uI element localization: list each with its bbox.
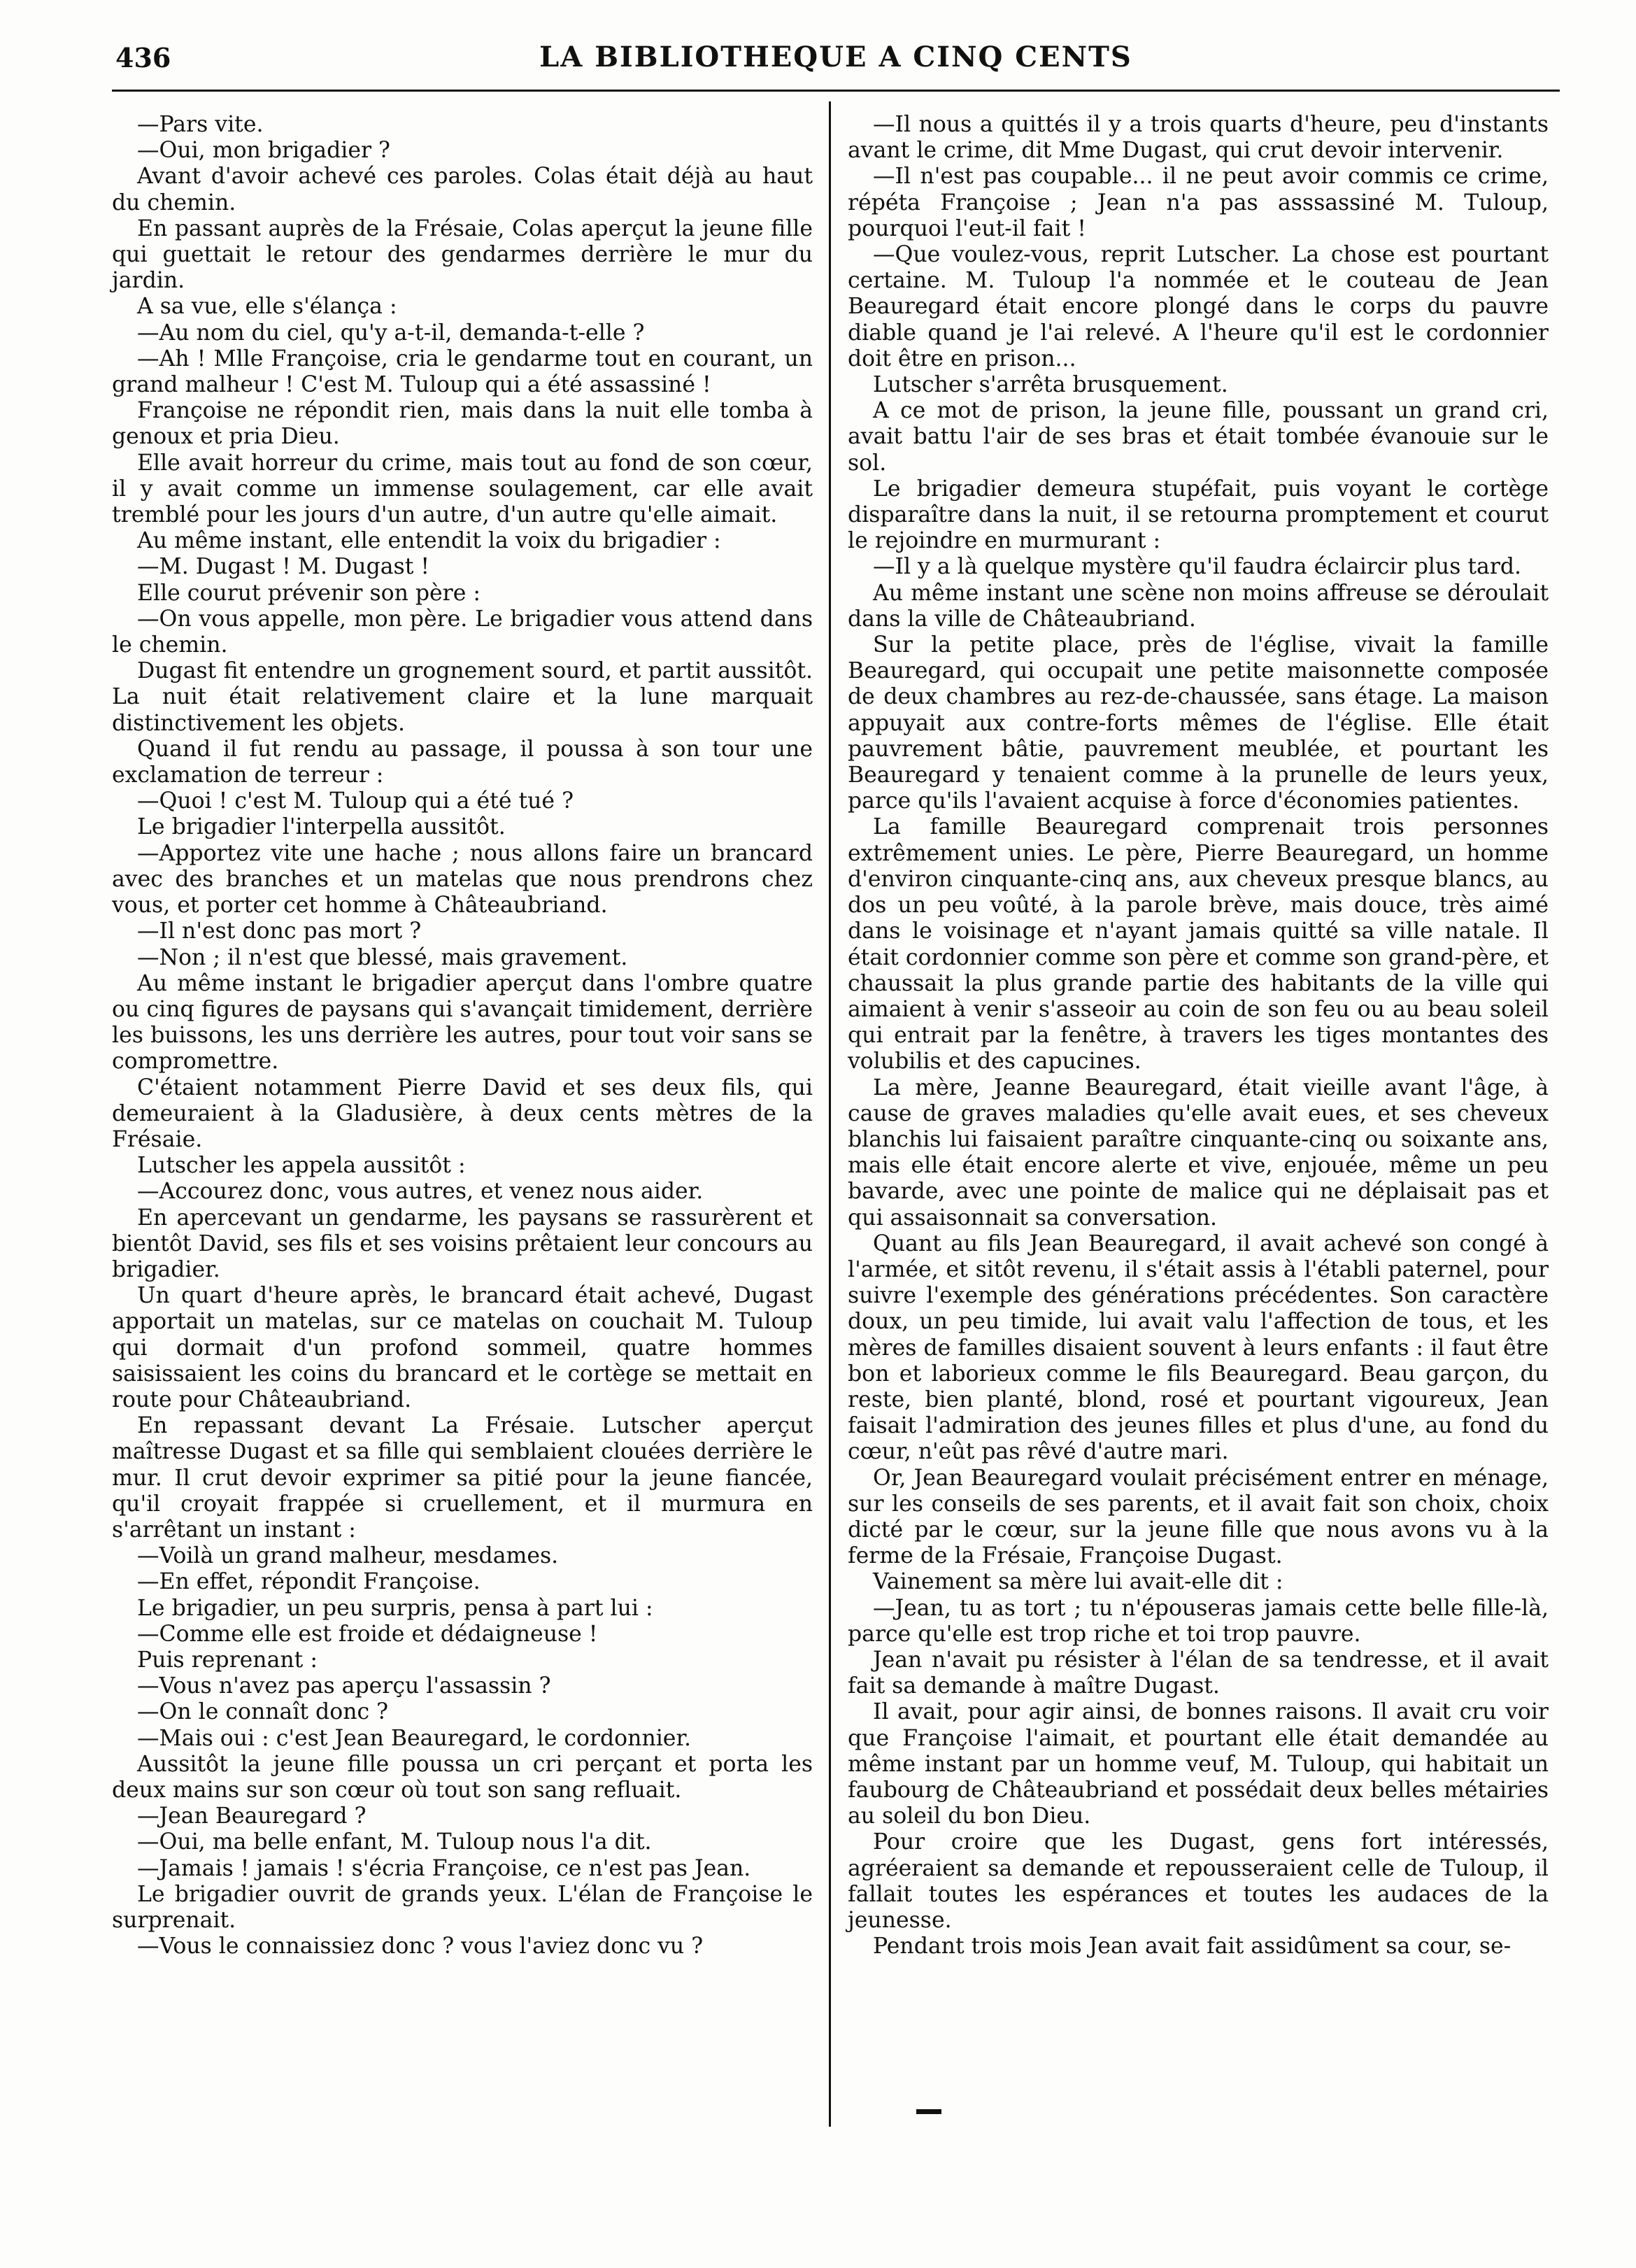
paragraph: A ce mot de prison, la jeune fille, poussant un grand cri, avait battu l'air de ses bras et était tombée évanouie sur le sol. <box>848 398 1549 476</box>
paragraph: Pendant trois mois Jean avait fait assidûment sa cour, se- <box>873 1934 1511 1959</box>
paragraph: —On vous appelle, mon père. Le brigadier vous attend dans le chemin. <box>112 606 813 658</box>
paragraph: —Oui, ma belle enfant, M. Tuloup nous l'a dit. <box>137 1829 652 1855</box>
paragraph: Le brigadier ouvrit de grands yeux. L'élan de Françoise le surprenait. <box>112 1881 813 1934</box>
paragraph: Quant au fils Jean Beauregard, il avait achevé son congé à l'armée, et sitôt revenu, il s'était assis à l'établi paternel, pour suivre l'exemple des générations précédentes. Son caractère doux, un peu timide, lui avait valu l'affection de tous, et les mères de familles disaient souvent à leurs enfants : il faut être bon et laborieux comme le fils Beauregard. Beau garçon, du reste, bien planté, blond, rosé et pourtant vigoureux, Jean faisait l'admiration des jeunes filles et plus d'une, au fond du cœur, n'eût pas rêvé d'autre mari. <box>848 1231 1549 1465</box>
paragraph: —Voilà un grand malheur, mesdames. <box>137 1543 559 1569</box>
column-divider <box>829 101 831 2127</box>
paragraph: Lutscher s'arrêta brusquement. <box>873 372 1228 398</box>
page-header <box>115 41 1556 83</box>
paragraph: —Accourez donc, vous autres, et venez nous aider. <box>137 1179 704 1205</box>
paragraph: —Mais oui : c'est Jean Beauregard, le cordonnier. <box>137 1725 692 1751</box>
paragraph: Avant d'avoir achevé ces paroles. Colas était déjà au haut du chemin. <box>112 164 813 215</box>
paragraph: —Vous le connaissiez donc ? vous l'aviez donc vu ? <box>137 1934 704 1959</box>
paragraph: Françoise ne répondit rien, mais dans la nuit elle tomba à genoux et pria Dieu. <box>112 398 813 450</box>
header-rule <box>112 90 1560 92</box>
page-number: 436 <box>115 42 171 73</box>
paragraph: —Quoi ! c'est M. Tuloup qui a été tué ? <box>137 788 574 814</box>
paragraph: —Que voulez-vous, reprit Lutscher. La chose est pourtant certaine. M. Tuloup l'a nommée et le couteau de Jean Beauregard était encore plongé dans le corps du pauvre diable quand je l'ai relevé. A l'heure qu'il est le cordonnier doit être en prison... <box>848 242 1549 371</box>
paragraph: Elle courut prévenir son père : <box>137 580 481 606</box>
paragraph: Il avait, pour agir ainsi, de bonnes raisons. Il avait cru voir que Françoise l'aimait, et pourtant elle était demandée au même instant par un homme veuf, M. Tuloup, qui habitait un faubourg de Châteaubriand et possédait deux belles métairies au soleil du bon Dieu. <box>848 1699 1549 1829</box>
paragraph: —Il y a là quelque mystère qu'il faudra éclaircir plus tard. <box>873 554 1522 580</box>
paragraph: Le brigadier l'interpella aussitôt. <box>137 814 506 840</box>
paragraph: En apercevant un gendarme, les paysans se rassurèrent et bientôt David, ses fils et ses voisins prêtaient leur concours au brigadier. <box>112 1205 813 1282</box>
left-column <box>112 112 813 2127</box>
paragraph: Or, Jean Beauregard voulait précisément entrer en ménage, sur les conseils de ses parents, et il avait fait son choix, choix dicté par le cœur, sur la jeune fille que nous avons vu à la ferme de la Frésaie, Françoise Dugast. <box>848 1465 1549 1569</box>
paragraph: La mère, Jeanne Beauregard, était vieille avant l'âge, à cause de graves maladies qu'elle avait eues, et ses cheveux blanchis lui faisaient paraître cinquante-cinq ou soixante ans, mais elle était encore alerte et vive, enjouée, même un peu bavarde, avec une pointe de malice qui ne déplaisait pas et qui assaisonnait sa conversation. <box>848 1075 1549 1231</box>
paragraph: Pour croire que les Dugast, gens fort intéressés, agréeraient sa demande et repousseraient celle de Tuloup, il fallait toutes les espérances et toutes les audaces de la jeunesse. <box>848 1829 1549 1934</box>
paragraph: C'étaient notamment Pierre David et ses deux fils, qui demeuraient à la Gladusière, à deux cents mètres de la Frésaie. <box>112 1075 813 1152</box>
paragraph: —Jean, tu as tort ; tu n'épouseras jamais cette belle fille-là, parce qu'elle est trop riche et toi trop pauvre. <box>848 1595 1549 1647</box>
paragraph: Un quart d'heure après, le brancard était achevé, Dugast apportait un matelas, sur ce matelas on couchait M. Tuloup qui dormait d'un profond sommeil, quatre hommes saisissaient les coins du brancard et le cortège se mettait en route pour Châteaubriand. <box>112 1283 813 1412</box>
right-column <box>848 112 1549 2127</box>
paragraph: —M. Dugast ! M. Dugast ! <box>137 554 430 580</box>
footer-dash <box>916 2109 941 2114</box>
paragraph: —Apportez vite une hache ; nous allons faire un brancard avec des branches et un matelas que nous prendrons chez vous, et porter cet homme à Châteaubriand. <box>112 840 813 919</box>
paragraph: Au même instant une scène non moins affreuse se déroulait dans la ville de Châteaubriand. <box>848 580 1549 632</box>
paragraph: —Comme elle est froide et dédaigneuse ! <box>137 1621 598 1647</box>
paragraph: —Vous n'avez pas aperçu l'assassin ? <box>137 1673 551 1699</box>
paragraph: La famille Beauregard comprenait trois personnes extrêmement unies. Le père, Pierre Beauregard, un homme d'environ cinquante-cinq ans, aux cheveux presque blancs, au dos un peu voûté, à la parole brève, mais douce, très aimé dans le voisinage et n'ayant jamais quitté sa ville natale. Il était cordonnier comme son père et comme son grand-père, et chaussait la plus grande partie des habitants de la ville qui aimaient à venir s'asseoir au coin de son feu ou au beau soleil qui entrait par la fenêtre, à travers les tiges montantes des volubilis et des capucines. <box>848 814 1549 1075</box>
paragraph: —Ah ! Mlle Françoise, cria le gendarme tout en courant, un grand malheur ! C'est M. Tuloup qui a été assassiné ! <box>112 346 813 398</box>
paragraph: Elle avait horreur du crime, mais tout au fond de son cœur, il y avait comme un immense soulagement, car elle avait tremblé pour les jours d'un autre, d'un autre qu'elle aimait. <box>112 450 813 528</box>
paragraph: A sa vue, elle s'élança : <box>137 294 397 320</box>
paragraph: Puis reprenant : <box>137 1647 318 1673</box>
paragraph: —Il nous a quittés il y a trois quarts d'heure, peu d'instants avant le crime, dit Mme Dugast, qui crut devoir intervenir. <box>848 112 1549 164</box>
paragraph: Vainement sa mère lui avait-elle dit : <box>873 1569 1283 1595</box>
paragraph: —Il n'est donc pas mort ? <box>137 919 422 944</box>
paragraph: Jean n'avait pu résister à l'élan de sa tendresse, et il avait fait sa demande à maître Dugast. <box>848 1647 1549 1699</box>
paragraph: —Oui, mon brigadier ? <box>137 138 390 164</box>
paragraph: En passant auprès de la Frésaie, Colas aperçut la jeune fille qui guettait le retour des gendarmes derrière le mur du jardin. <box>112 215 813 294</box>
paragraph: —On le connaît donc ? <box>137 1699 389 1725</box>
paragraph: En repassant devant La Frésaie. Lutscher aperçut maîtresse Dugast et sa fille qui semblaient clouées derrière le mur. Il crut devoir exprimer sa pitié pour la jeune fiancée, qu'il croyait frappée si cruellement, et il murmura en s'arrêtant un instant : <box>112 1413 813 1543</box>
paragraph: Au même instant, elle entendit la voix du brigadier : <box>137 528 721 554</box>
paragraph: Aussitôt la jeune fille poussa un cri perçant et porta les deux mains sur son cœur où tout son sang refluait. <box>112 1751 813 1803</box>
paragraph: —Jean Beauregard ? <box>137 1803 367 1829</box>
paragraph: Sur la petite place, près de l'église, vivait la famille Beauregard, qui occupait une petite maisonnette composée de deux chambres au rez-de-chaussée, sans étage. La maison appuyait aux contre-forts mêmes de l'église. Elle était pauvrement bâtie, pauvrement meublée, et pourtant les Beauregard y tenaient comme à la prunelle de leurs yeux, parce qu'ils l'avaient acquise à force d'économies patientes. <box>848 632 1549 814</box>
paragraph: Le brigadier demeura stupéfait, puis voyant le cortège disparaître dans la nuit, il se retourna promptement et courut le rejoindre en murmurant : <box>848 476 1549 554</box>
paragraph: —Au nom du ciel, qu'y a-t-il, demanda-t-elle ? <box>137 320 645 346</box>
paragraph: —Il n'est pas coupable... il ne peut avoir commis ce crime, répéta Françoise ; Jean n'a pas asssassiné M. Tuloup, pourquoi l'eut-il fait ! <box>848 164 1549 241</box>
paragraph: —En effet, répondit Françoise. <box>137 1569 481 1595</box>
paragraph: —Pars vite. <box>137 112 264 137</box>
paragraph: Dugast fit entendre un grognement sourd, et partit aussitôt. La nuit était relativement claire et la lune marquait distinctivement les objets. <box>112 658 813 736</box>
paragraph: Quand il fut rendu au passage, il poussa à son tour une exclamation de terreur : <box>112 736 813 788</box>
paragraph: Au même instant le brigadier aperçut dans l'ombre quatre ou cinq figures de paysans qui s'avançait timidement, derrière les buissons, les uns derrière les autres, pour tout voir sans se compromettre. <box>112 970 813 1075</box>
paragraph: Le brigadier, un peu surpris, pensa à part lui : <box>137 1595 653 1621</box>
paragraph: —Non ; il n'est que blessé, mais gravement. <box>137 944 628 970</box>
running-title: LA BIBLIOTHEQUE A CINQ CENTS <box>539 41 1132 73</box>
paragraph: Lutscher les appela aussitôt : <box>137 1153 466 1179</box>
paragraph: —Jamais ! jamais ! s'écria Françoise, ce n'est pas Jean. <box>137 1855 751 1881</box>
